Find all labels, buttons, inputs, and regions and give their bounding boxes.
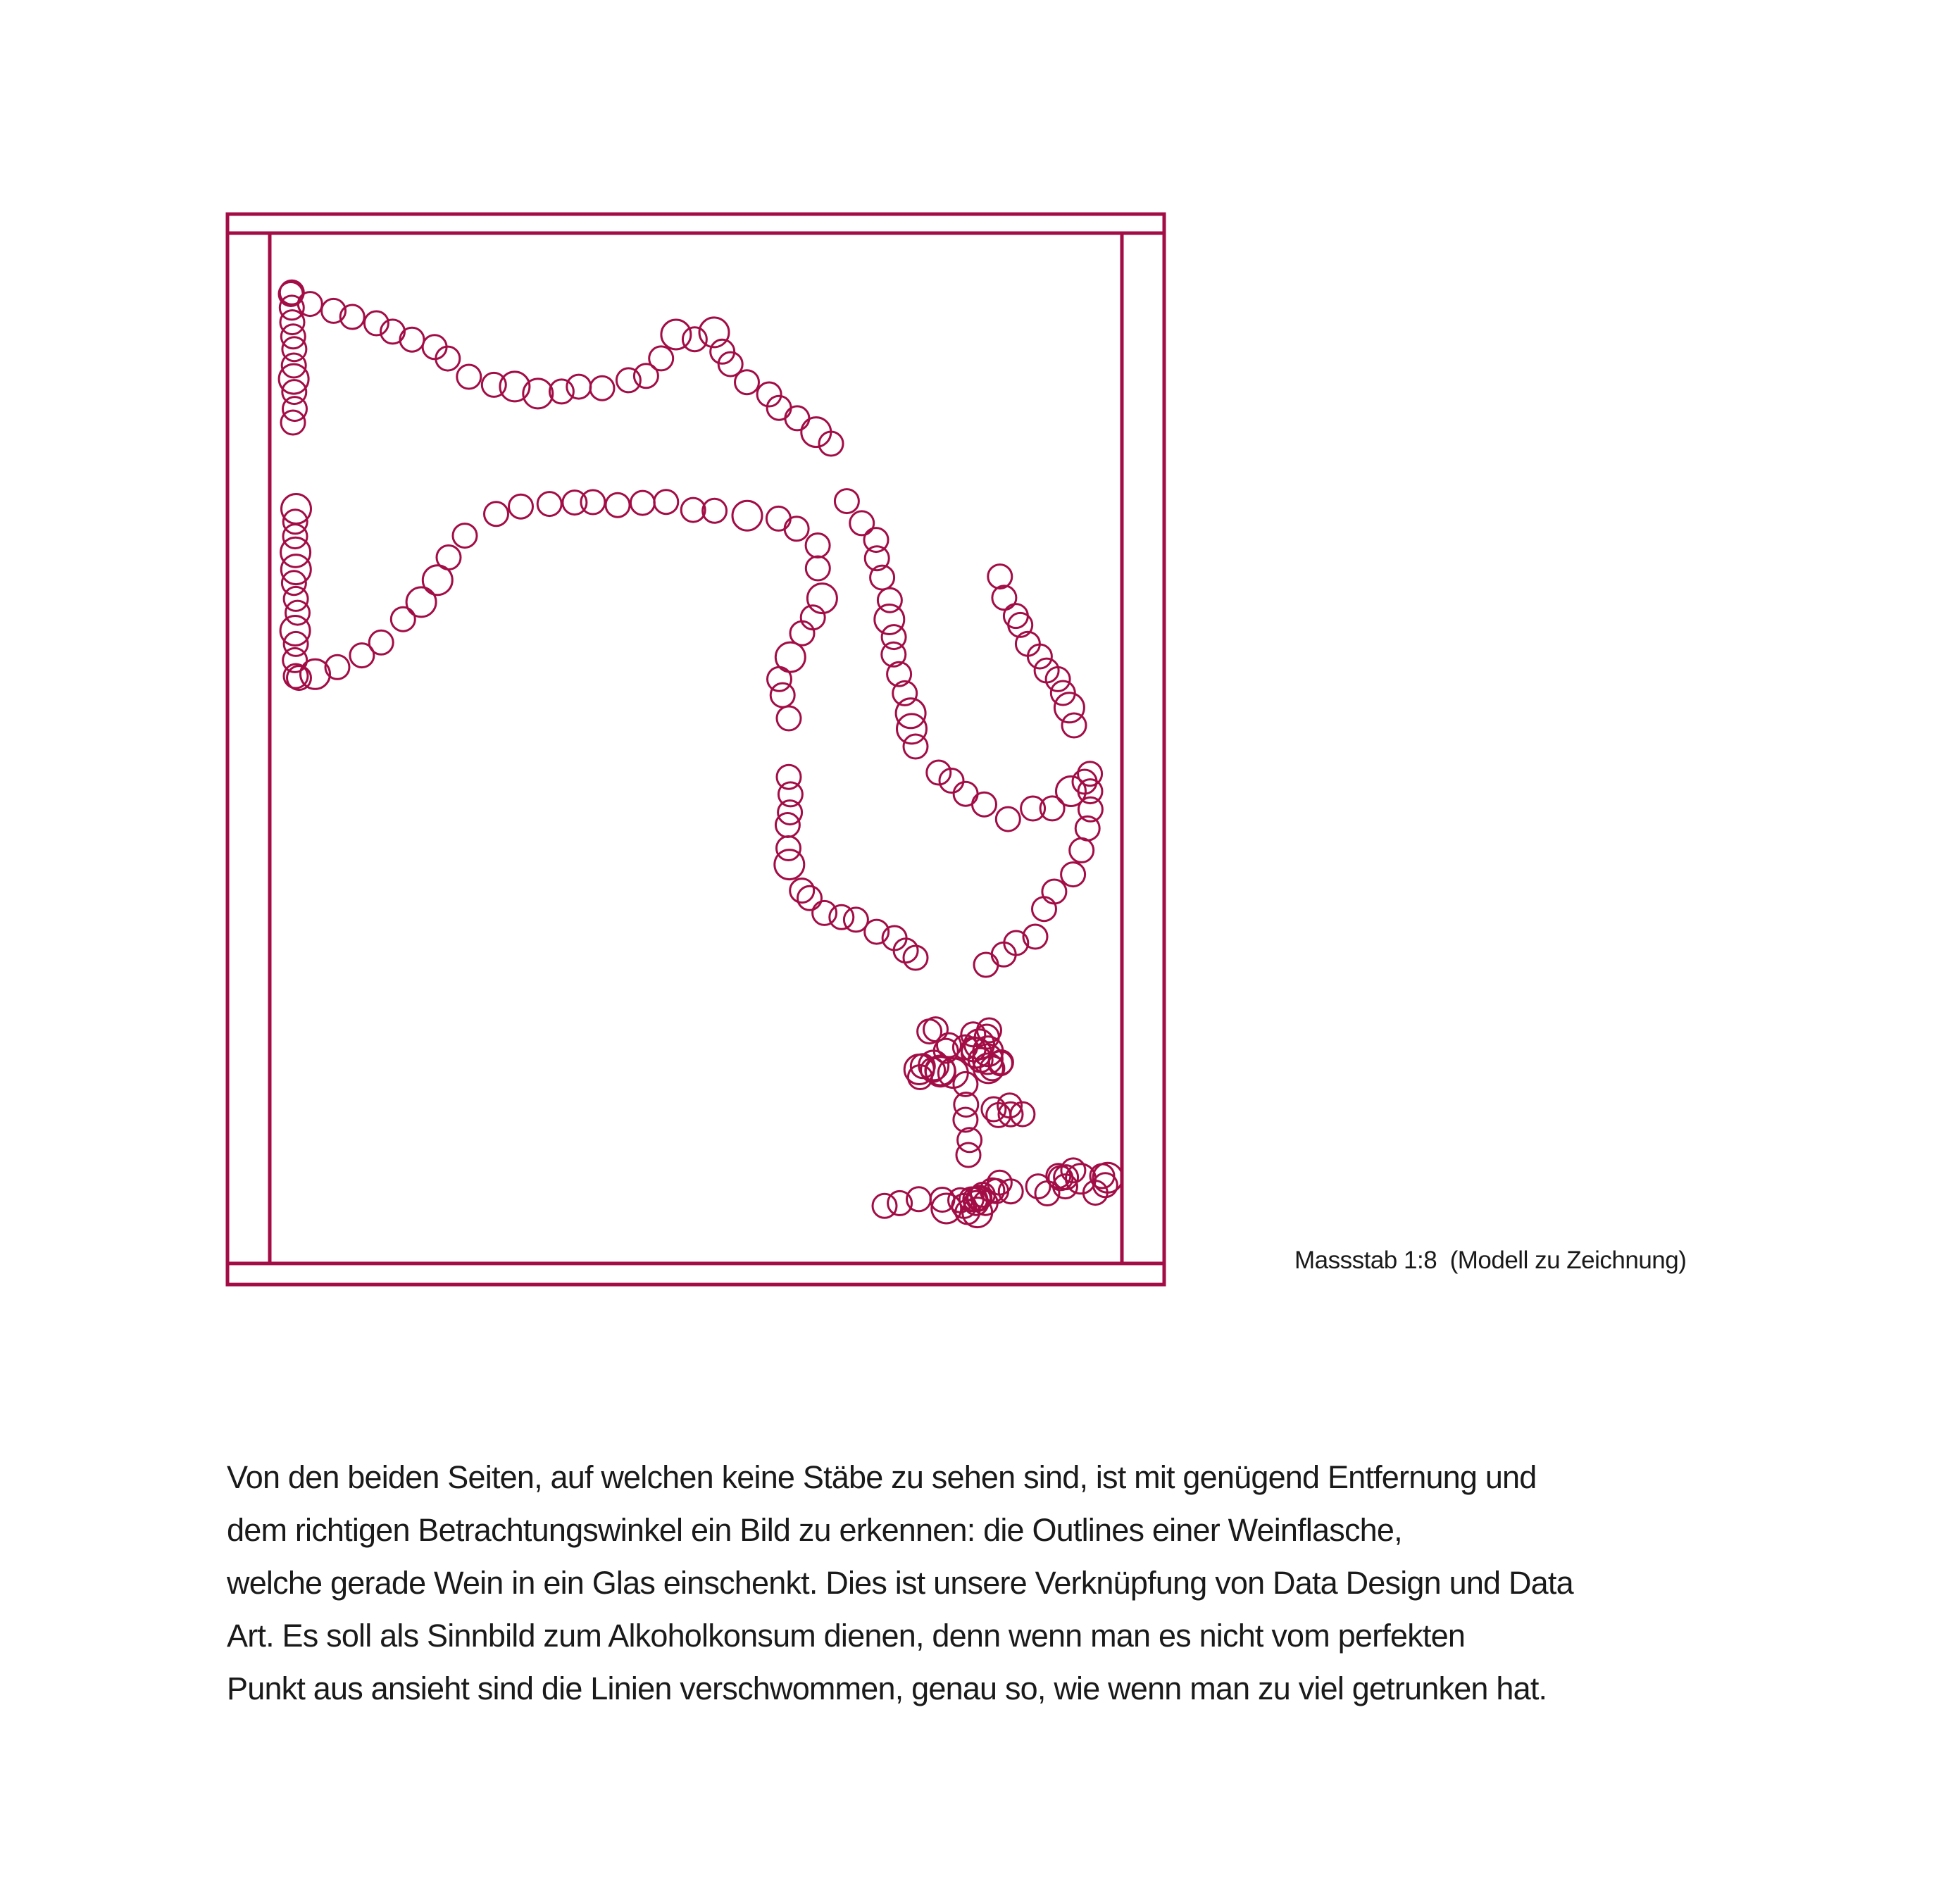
dot-mark bbox=[806, 556, 830, 580]
dot-mark bbox=[775, 850, 804, 880]
dot-mark bbox=[1093, 1163, 1123, 1192]
dot-mark bbox=[798, 886, 822, 910]
dot-mark bbox=[875, 605, 904, 635]
dot-mark bbox=[661, 320, 691, 349]
dot-mark bbox=[485, 502, 508, 526]
dot-mark bbox=[768, 667, 792, 691]
frame-outer bbox=[227, 214, 1164, 1285]
scale-caption: Massstab 1:8 (Modell zu Zeichnung) bbox=[1294, 1247, 1687, 1274]
dot-mark bbox=[280, 280, 304, 304]
dot-mark bbox=[509, 494, 533, 518]
dot-mark bbox=[682, 327, 706, 351]
dot-mark bbox=[581, 490, 605, 514]
dot-mark bbox=[630, 491, 654, 515]
dot-mark bbox=[681, 498, 705, 522]
dot-mark bbox=[732, 501, 762, 530]
dot-mark bbox=[835, 489, 859, 513]
dot-mark bbox=[954, 782, 978, 806]
dot-mark bbox=[777, 706, 801, 730]
dot-mark bbox=[982, 1097, 1006, 1121]
dot-mark bbox=[1032, 897, 1056, 921]
dot-mark bbox=[973, 792, 997, 816]
dot-mark bbox=[437, 546, 461, 570]
dot-mark bbox=[406, 587, 436, 617]
dot-mark bbox=[369, 630, 393, 654]
dot-mark bbox=[654, 490, 678, 514]
dot-mark bbox=[766, 506, 790, 530]
dot-mark bbox=[1062, 713, 1086, 737]
dot-mark bbox=[400, 327, 424, 351]
dot-mark bbox=[281, 411, 305, 435]
body-paragraph bbox=[227, 1451, 1776, 1715]
dot-mark bbox=[1056, 777, 1086, 806]
dot-mark bbox=[283, 525, 307, 549]
body-line: Von den beiden Seiten, auf welchen keine Stäbe zu sehen sind, ist mit genügend Entfernung und bbox=[227, 1459, 1537, 1495]
dot-mark bbox=[996, 807, 1020, 831]
dot-mark bbox=[785, 517, 809, 541]
dot-outline-figure bbox=[279, 280, 1123, 1227]
dot-mark bbox=[567, 375, 591, 399]
dot-mark bbox=[777, 837, 801, 861]
dot-mark bbox=[703, 499, 727, 523]
dot-mark bbox=[1061, 863, 1085, 887]
dot-mark bbox=[457, 365, 481, 389]
dot-mark bbox=[988, 565, 1012, 589]
body-line: welche gerade Wein in ein Glas einschenkt. Dies ist unsere Verknüpfung von Data Design und Data bbox=[227, 1565, 1573, 1601]
dot-mark bbox=[806, 534, 830, 558]
dot-mark bbox=[974, 953, 998, 977]
dot-mark bbox=[813, 901, 837, 925]
dot-mark bbox=[850, 511, 874, 535]
dot-mark bbox=[616, 368, 640, 392]
dot-mark bbox=[956, 1143, 980, 1167]
dot-mark bbox=[873, 1194, 897, 1218]
dot-mark bbox=[992, 586, 1016, 610]
dot-mark bbox=[770, 683, 794, 707]
dot-mark bbox=[649, 346, 673, 370]
dot-mark bbox=[606, 493, 630, 517]
dot-mark bbox=[790, 879, 814, 903]
dot-mark bbox=[391, 607, 415, 631]
dot-mark bbox=[1042, 880, 1066, 904]
dot-mark bbox=[1070, 838, 1094, 862]
dot-mark bbox=[735, 370, 759, 394]
dot-mark bbox=[790, 621, 814, 645]
body-line: dem richtigen Betrachtungswinkel ein Bild zu erkennen: die Outlines einer Weinflasche, bbox=[227, 1512, 1402, 1548]
dot-mark bbox=[904, 735, 928, 758]
dot-mark bbox=[453, 524, 477, 548]
frame bbox=[227, 214, 1164, 1285]
dot-mark bbox=[590, 376, 614, 400]
dot-mark bbox=[537, 492, 561, 516]
body-line: Punkt aus ansieht sind die Linien verschwommen, genau so, wie wenn man zu viel getrunken hat. bbox=[227, 1670, 1547, 1706]
dot-mark bbox=[281, 537, 311, 567]
dot-mark bbox=[1054, 693, 1084, 723]
dot-mark bbox=[785, 406, 809, 430]
body-line: Art. Es soll als Sinnbild zum Alkoholkonsum dienen, denn wenn man es nicht vom perfekten bbox=[227, 1618, 1466, 1654]
dot-mark bbox=[298, 292, 322, 316]
